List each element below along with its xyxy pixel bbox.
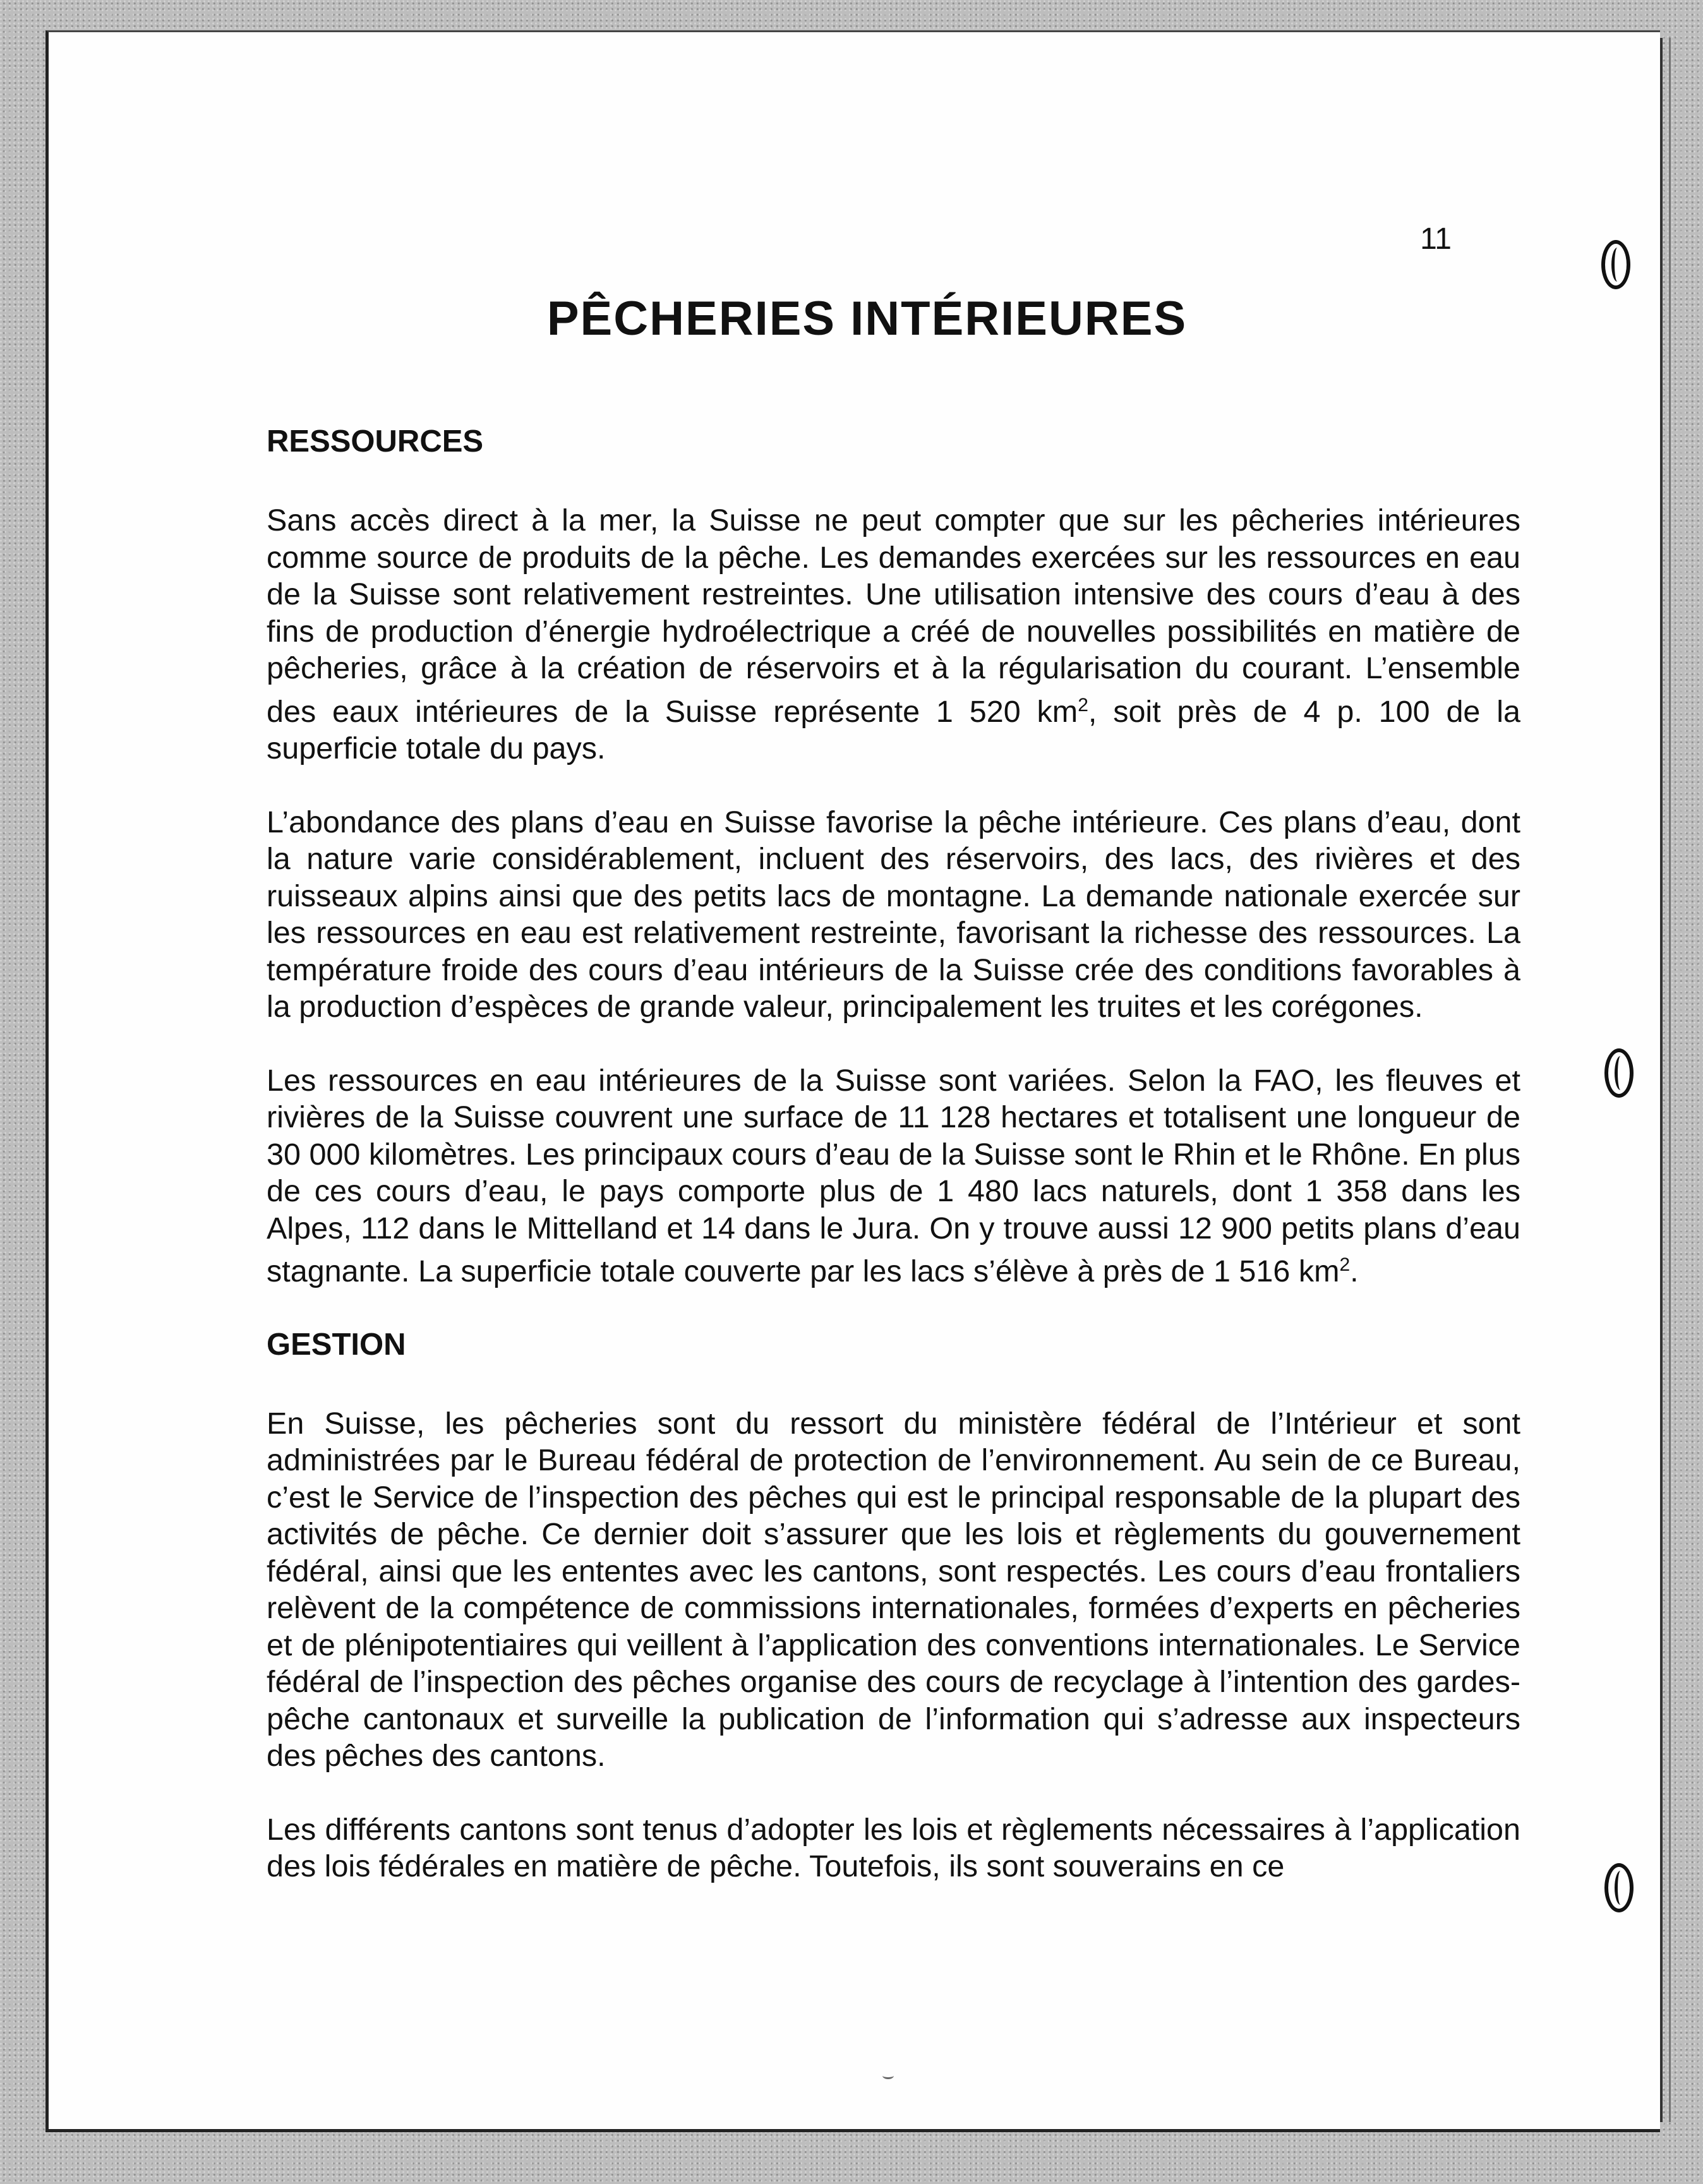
superscript: 2 [1078, 694, 1088, 716]
section-heading-ressources: RESSOURCES [267, 424, 484, 459]
paragraph-gestion-1: En Suisse, les pêcheries sont du ressort du ministère fédéral de l’Intérieur et sont administrées par le Bureau fédéral de protection de l’environnement. Au sein de ce Bureau, c’est le Service de l’inspection des pêches qui est le principal responsable de la plupart des activités de pêche. Ce dernier doit s’assurer que les lois et règlements du gouvernement fédéral, ainsi que les ententes avec les cantons, sont respectés. Les cours d’eau frontaliers relèvent de la compétence de commissions internationales, formées d’experts en pêcheries et de plénipotentiaires qui veillent à l’application des conventions internationales. Le Service fédéral de l’inspection des pêches organise des cours de recyclage à l’intention des gardes-pêche cantonaux et surveille la publication de l’information qui s’adresse aux inspecteurs des pêches des cantons. [267, 1406, 1520, 1773]
paragraph-text: . [1350, 1254, 1359, 1289]
document-page [45, 30, 1660, 2132]
page-number: 11 [1420, 222, 1452, 256]
scan-artifact [882, 2072, 894, 2079]
paragraph-ressources-1 [267, 502, 1520, 767]
section-heading-gestion: GESTION [267, 1327, 406, 1362]
page-body [267, 424, 1520, 1922]
superscript: 2 [1339, 1254, 1351, 1276]
binder-punch-hole-icon [1604, 1863, 1634, 1912]
page-right-edge [1660, 38, 1671, 2122]
binder-punch-hole-icon [1604, 1048, 1634, 1098]
paragraph-gestion-2: Les différents cantons sont tenus d’adopter les lois et règlements nécessaires à l’application des lois fédérales en matière de pêche. Toutefois, ils sont souverains en ce [267, 1812, 1520, 1884]
paragraph-text: Sans accès direct à la mer, la Suisse ne peut compter que sur les pêcheries intérieures comme source de produits de la pêche. Les demandes exercées sur les ressources en eau de la Suisse sont relativement restreintes. Une utilisation intensive des cours d’eau à des fins de production d’énergie hydroélectrique a créé de nouvelles possibilités en matière de pêcheries, grâce à la création de réservoirs et à la régularisation du courant. L’ensemble des eaux intérieures de la Suisse représente 1 520 km [267, 503, 1520, 729]
paragraph-ressources-2: L’abondance des plans d’eau en Suisse favorise la pêche intérieure. Ces plans d’eau, dont la nature varie considérablement, incluent des réservoirs, des lacs, des rivières et des ruisseaux alpins ainsi que des petits lacs de montagne. La demande nationale exercée sur les ressources en eau est relativement restreinte, favorisant la richesse des ressources. La température froide des cours d’eau intérieurs de la Suisse crée des conditions favorables à la production d’espèces de grande valeur, principalement les truites et les corégones. [267, 805, 1520, 1024]
paragraph-text: , soit près de 4 p. 100 de la superficie totale du pays. [267, 694, 1520, 766]
page-title: PÊCHERIES INTÉRIEURES [546, 292, 1188, 345]
paragraph-text: Les ressources en eau intérieures de la Suisse sont variées. Selon la FAO, les fleuves et rivières de la Suisse couvrent une surface de 11 128 hectares et totalisent une longueur de 30 000 kilomètres. Les principaux cours d’eau de la Suisse sont le Rhin et le Rhône. En plus de ces cours d’eau, le pays comporte plus de 1 480 lacs naturels, dont 1 358 dans les Alpes, 112 dans le Mittelland et 14 dans le Jura. On y trouve aussi 12 900 petits plans d’eau stagnante. La superficie totale couverte par les lacs s’élève à près de 1 516 km [267, 1063, 1520, 1289]
binder-punch-hole-icon [1601, 240, 1630, 289]
paragraph-ressources-3 [267, 1062, 1520, 1290]
